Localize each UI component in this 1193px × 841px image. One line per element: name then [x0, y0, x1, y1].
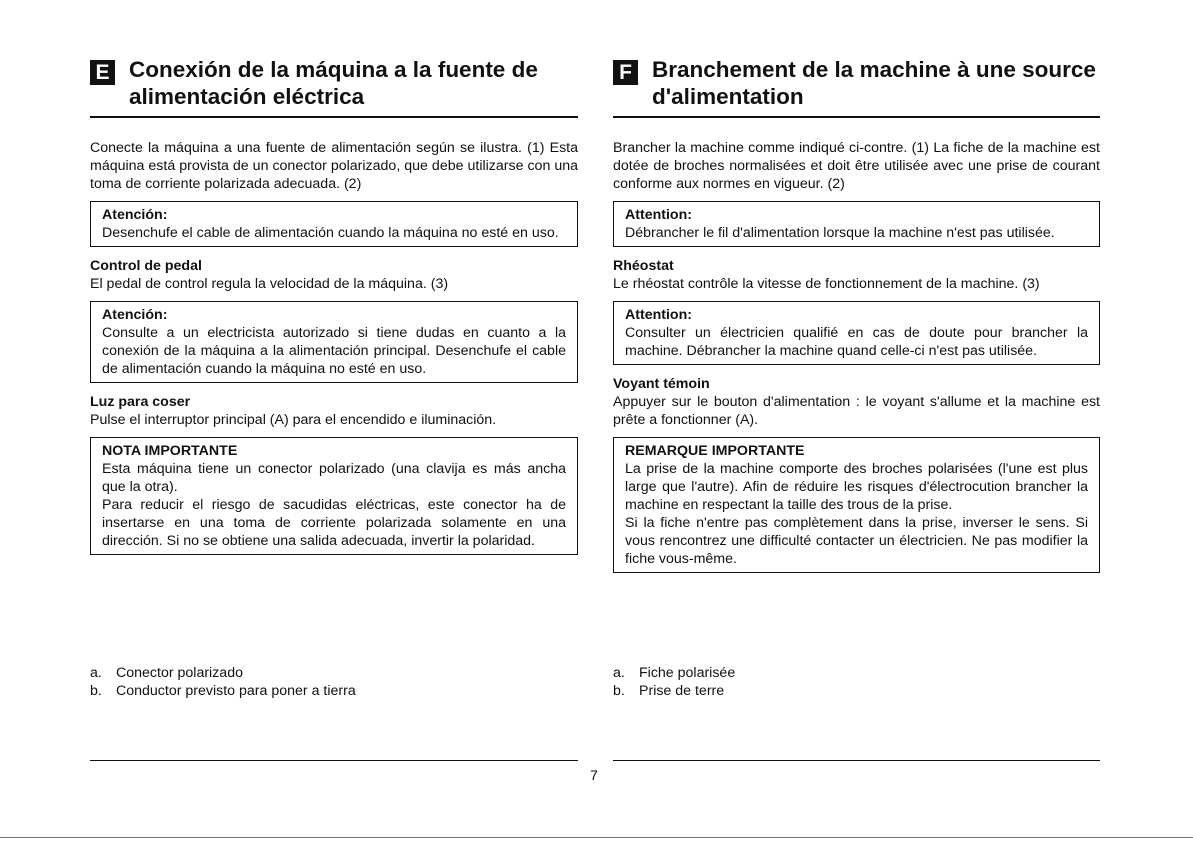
legend-item — [613, 682, 735, 700]
important-note-paragraph: La prise de la machine comporte des broches polarisées (l'une est plus large que l'autre). Afin de réduire les risques d'électrocution brancher la machine en respectant la taille des trous de la prise. — [625, 461, 1088, 513]
important-note-box — [90, 437, 578, 555]
caution-title: Atención: — [102, 207, 168, 223]
important-note-title: REMARQUE IMPORTANTE — [625, 443, 805, 459]
intro-paragraph: Conecte la máquina a una fuente de alimentación según se ilustra. (1) Esta máquina está provista de un conector polarizado, que debe utilizarse con una toma de corriente polarizada adecuada. (2) — [90, 140, 578, 192]
caution-text: Consulter un électricien qualifié en cas de doute pour brancher la machine. Débrancher la machine quand celle-ci n'est pas utilisée. — [625, 325, 1088, 359]
legend-item — [90, 664, 356, 682]
page-edge-line — [0, 837, 1193, 838]
caution-box — [613, 201, 1100, 247]
section-header — [90, 56, 578, 110]
subsection-title: Luz para coser — [90, 394, 191, 410]
figure-legend — [90, 664, 356, 700]
caution-text: Débrancher le fil d'alimentation lorsque la machine n'est pas utilisée. — [625, 225, 1055, 241]
legend-text: Conductor previsto para poner a tierra — [116, 683, 356, 699]
footer-rule — [613, 760, 1100, 761]
important-note-paragraph: Si la fiche n'entre pas complètement dans la prise, inverser le sens. Si vous rencontrez une difficulté contacter un électricien. Ne pas modifier la fiche vous-même. — [625, 515, 1088, 567]
legend-key: a. — [90, 665, 102, 681]
caution-title: Atención: — [102, 307, 168, 323]
section-letter-badge: E — [90, 60, 115, 85]
french-column — [613, 56, 1100, 573]
caution-box — [613, 301, 1100, 365]
subsection-text: El pedal de control regula la velocidad de la máquina. (3) — [90, 276, 449, 292]
figure-legend — [613, 664, 735, 700]
caution-box — [90, 301, 578, 383]
legend-text: Prise de terre — [639, 683, 725, 699]
caution-text: Desenchufe el cable de alimentación cuando la máquina no esté en uso. — [102, 225, 559, 241]
important-note-paragraph: Esta máquina tiene un conector polarizado (una clavija es más ancha que la otra). — [102, 461, 566, 495]
spanish-column — [90, 56, 578, 555]
section-title: Branchement de la machine à une source d'alimentation — [652, 57, 1096, 109]
subsection-title: Voyant témoin — [613, 376, 710, 392]
legend-text: Conector polarizado — [116, 665, 243, 681]
caution-text: Consulte a un electricista autorizado si tiene dudas en cuanto a la conexión de la máquina a la alimentación principal. Desenchufe el cable de alimentación cuando la máquina no esté en uso. — [102, 325, 566, 377]
section-header — [613, 56, 1100, 110]
subsection-title: Control de pedal — [90, 258, 202, 274]
subsection-text: Pulse el interruptor principal (A) para el encendido e iluminación. — [90, 412, 497, 428]
footer-rule — [90, 760, 578, 761]
caution-title: Attention: — [625, 207, 692, 223]
section-letter-badge: F — [613, 60, 638, 85]
legend-key: b. — [90, 683, 102, 699]
intro-paragraph: Brancher la machine comme indiqué ci-contre. (1) La fiche de la machine est dotée de broches normalisées et doit être utilisée avec une prise de courant conforme aux normes en vigueur. (2) — [613, 140, 1100, 192]
legend-text: Fiche polarisée — [639, 665, 736, 681]
legend-key: b. — [613, 683, 625, 699]
page-number: 7 — [590, 768, 598, 784]
legend-item — [90, 682, 356, 700]
important-note-box — [613, 437, 1100, 573]
caution-title: Attention: — [625, 307, 692, 323]
subsection-title: Rhéostat — [613, 258, 674, 274]
header-rule — [90, 116, 578, 118]
caution-box — [90, 201, 578, 247]
legend-key: a. — [613, 665, 625, 681]
important-note-paragraph: Para reducir el riesgo de sacudidas eléctricas, este conector ha de insertarse en una toma de corriente polarizada solamente en una dirección. Si no se obtiene una salida adecuada, invertir la polaridad. — [102, 497, 566, 549]
subsection-text: Le rhéostat contrôle la vitesse de fonctionnement de la machine. (3) — [613, 276, 1040, 292]
subsection-text: Appuyer sur le bouton d'alimentation : le voyant s'allume et la machine est prête a fonctionner (A). — [613, 394, 1100, 428]
header-rule — [613, 116, 1100, 118]
important-note-title: NOTA IMPORTANTE — [102, 443, 238, 459]
section-title: Conexión de la máquina a la fuente de alimentación eléctrica — [129, 57, 538, 109]
legend-item — [613, 664, 735, 682]
